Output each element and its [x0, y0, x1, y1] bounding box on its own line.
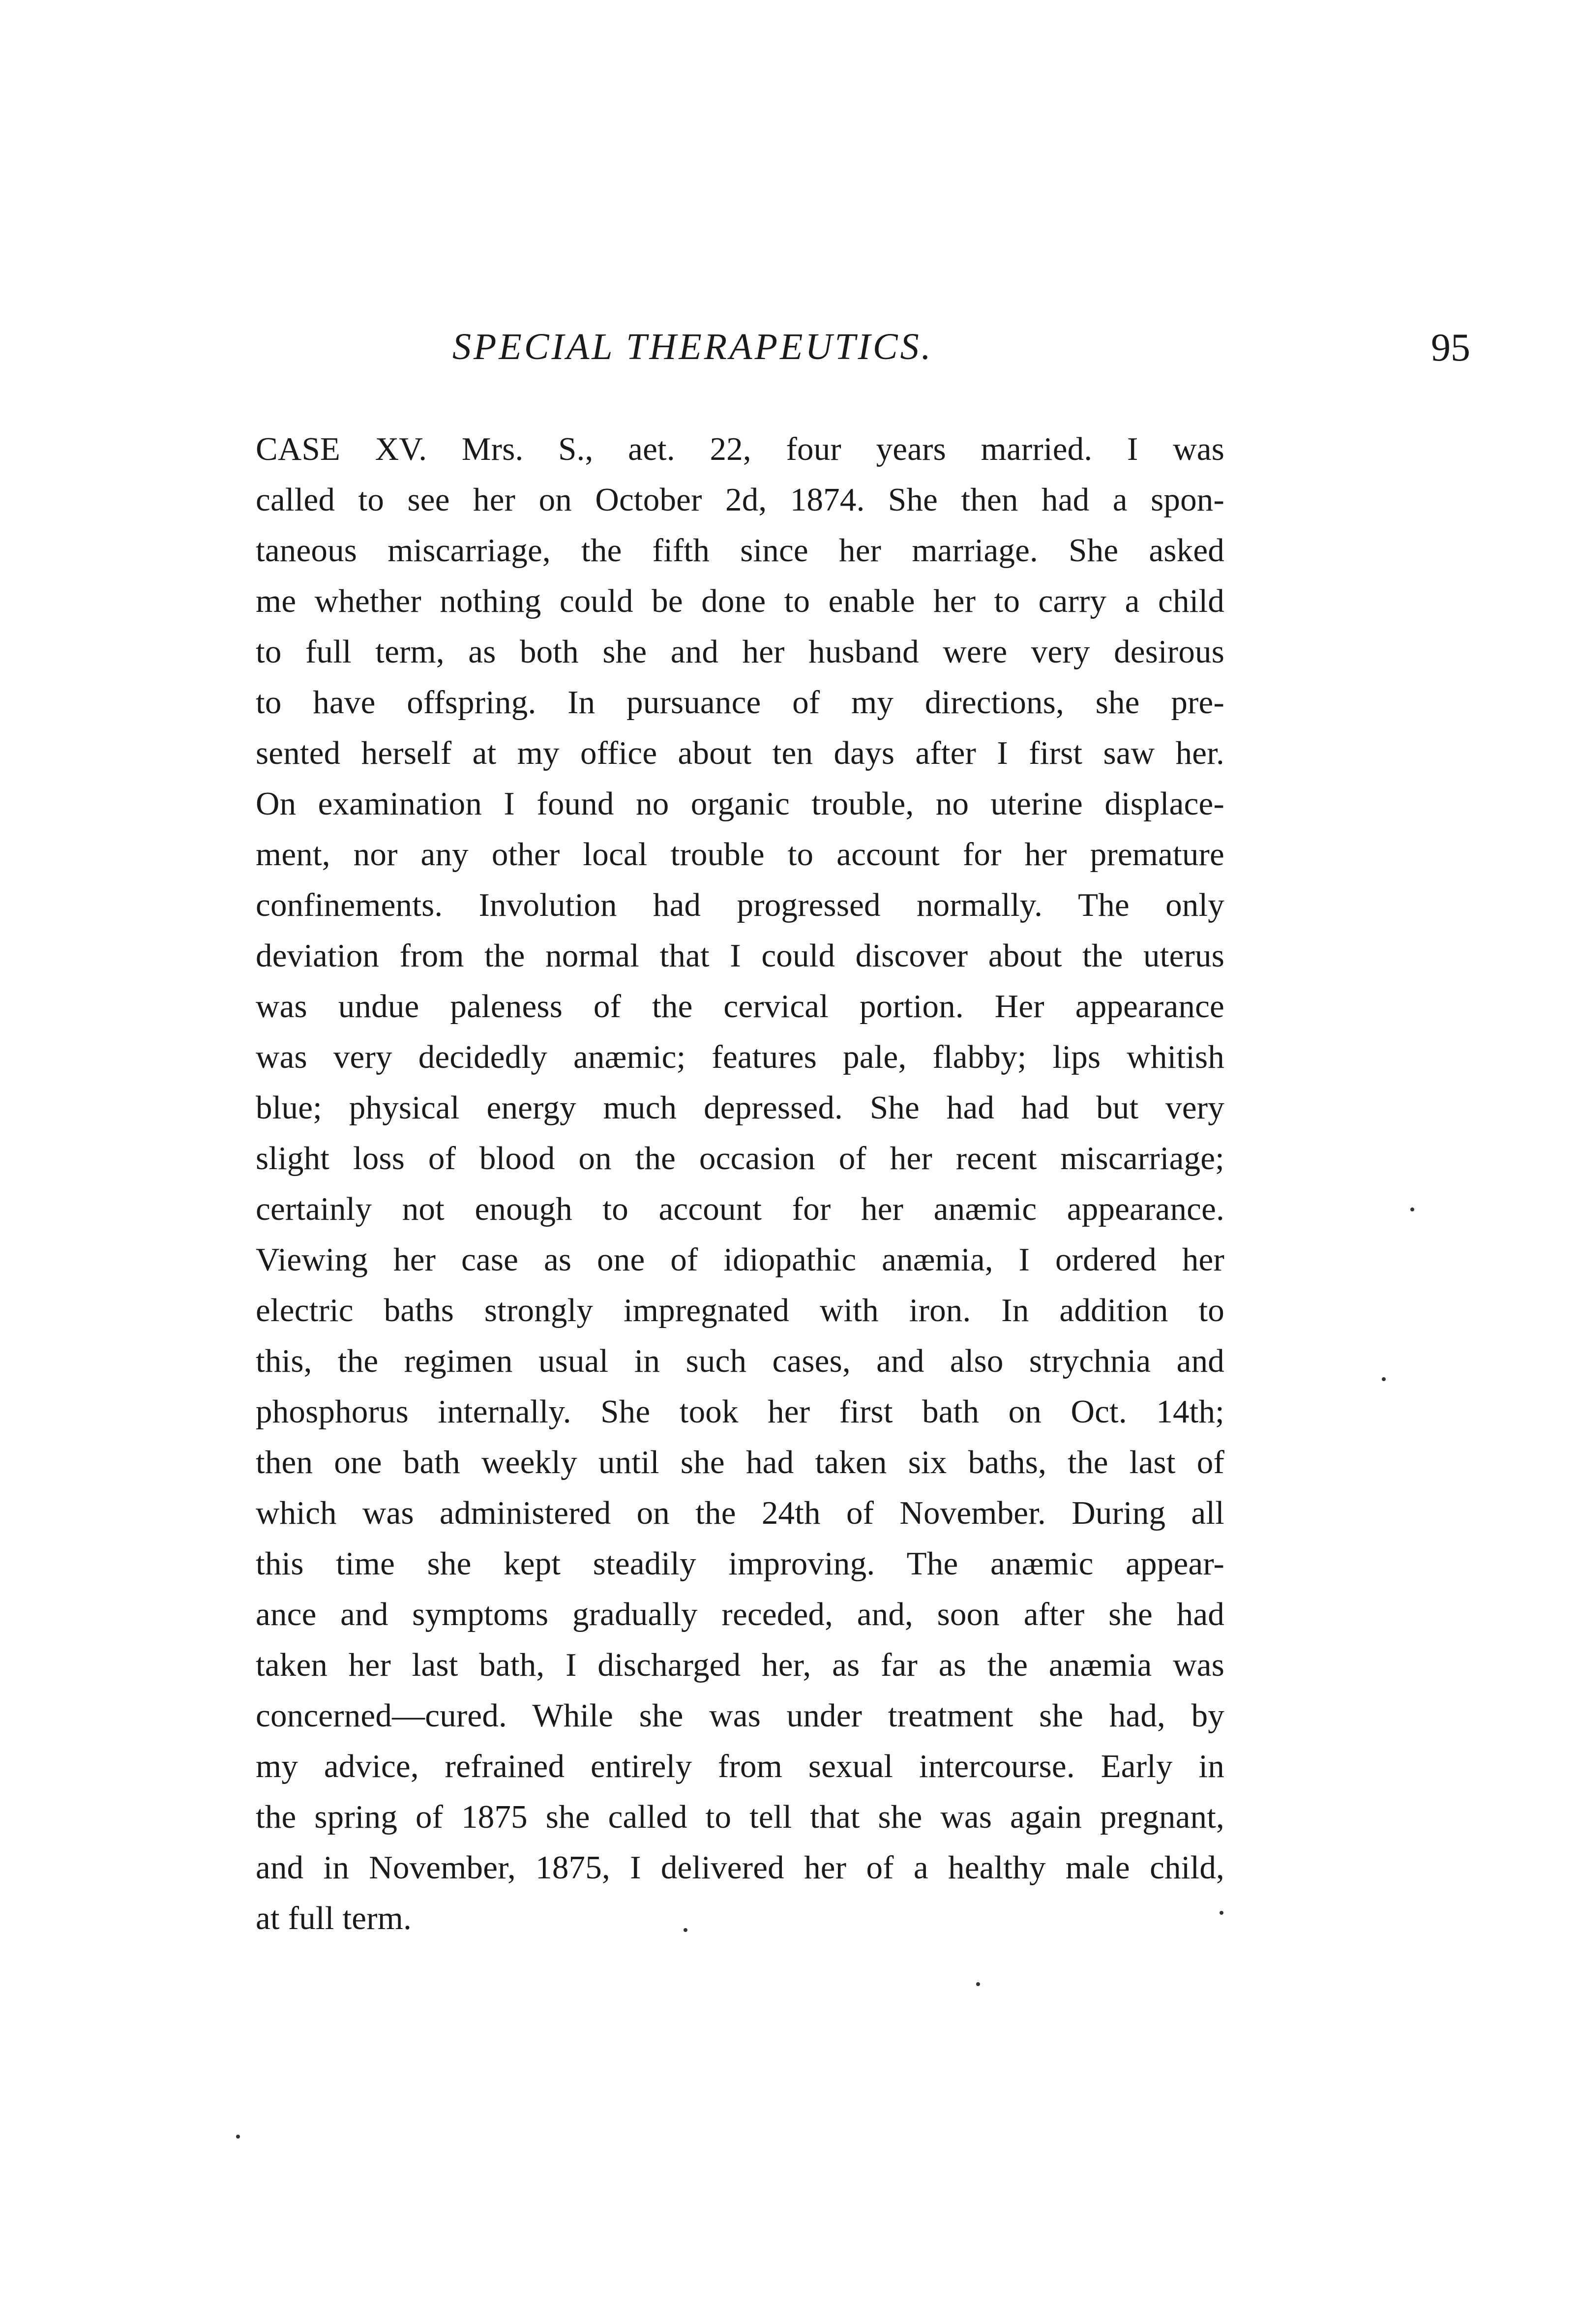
text-line: me whether nothing could be done to enable her to carry a child	[256, 583, 1224, 619]
text-line: this time she kept steadily improving. The anæmic appear-	[256, 1545, 1224, 1582]
case-paragraph	[256, 424, 1224, 1944]
text-line: to have offspring. In pursuance of my directions, she pre-	[256, 684, 1224, 721]
text-line: was very decidedly anæmic; features pale, flabby; lips whitish	[256, 1039, 1224, 1075]
text-line: my advice, refrained entirely from sexual intercourse. Early in	[256, 1748, 1224, 1784]
page-number: 95	[1431, 326, 1470, 369]
running-head	[256, 322, 1470, 381]
text-line: the spring of 1875 she called to tell that she was again pregnant,	[256, 1799, 1224, 1835]
text-line: called to see her on October 2d, 1874. She then had a spon-	[256, 482, 1224, 518]
text-line: sented herself at my office about ten days after I first saw her.	[256, 735, 1224, 771]
text-line: to full term, as both she and her husband were very desirous	[256, 634, 1224, 670]
text-line: On examination I found no organic trouble, no uterine displace-	[256, 785, 1224, 822]
text-line: concerned—cured. While she was under treatment she had, by	[256, 1697, 1224, 1734]
scan-speck	[1220, 1911, 1223, 1915]
text-line: phosphorus internally. She took her first bath on Oct. 14th;	[256, 1393, 1224, 1430]
text-line: which was administered on the 24th of November. During all	[256, 1495, 1224, 1531]
text-line: CASE XV. Mrs. S., aet. 22, four years married. I was	[256, 431, 1224, 467]
text-line: taneous miscarriage, the fifth since her marriage. She asked	[256, 532, 1224, 569]
text-line: confinements. Involution had progressed normally. The only	[256, 887, 1224, 923]
text-line: Viewing her case as one of idiopathic anæmia, I ordered her	[256, 1241, 1224, 1278]
scan-speck	[976, 1982, 980, 1986]
running-head-title: SPECIAL THERAPEUTICS.	[452, 326, 933, 367]
scan-speck	[1382, 1377, 1386, 1381]
text-line: blue; physical energy much depressed. She had had but very	[256, 1089, 1224, 1126]
text-line: then one bath weekly until she had taken six baths, the last of	[256, 1444, 1224, 1480]
text-line: this, the regimen usual in such cases, and also strychnia and	[256, 1343, 1224, 1379]
text-line: taken her last bath, I discharged her, as far as the anæmia was	[256, 1647, 1224, 1683]
text-line: and in November, 1875, I delivered her of a healthy male child,	[256, 1849, 1224, 1886]
text-line: deviation from the normal that I could discover about the uterus	[256, 937, 1224, 974]
text-line: was undue paleness of the cervical portion. Her appearance	[256, 988, 1224, 1025]
text-line: ance and symptoms gradually receded, and, soon after she had	[256, 1596, 1224, 1632]
scan-speck	[236, 2135, 240, 2139]
text-line: electric baths strongly impregnated with iron. In addition to	[256, 1292, 1224, 1328]
text-line: certainly not enough to account for her anæmic appearance.	[256, 1191, 1224, 1227]
text-line: slight loss of blood on the occasion of her recent miscarriage;	[256, 1140, 1224, 1177]
scan-speck	[1410, 1207, 1414, 1211]
text-line: ment, nor any other local trouble to account for her premature	[256, 836, 1224, 873]
scan-speck	[684, 1928, 687, 1932]
text-line-last: at full term.	[256, 1900, 412, 1936]
